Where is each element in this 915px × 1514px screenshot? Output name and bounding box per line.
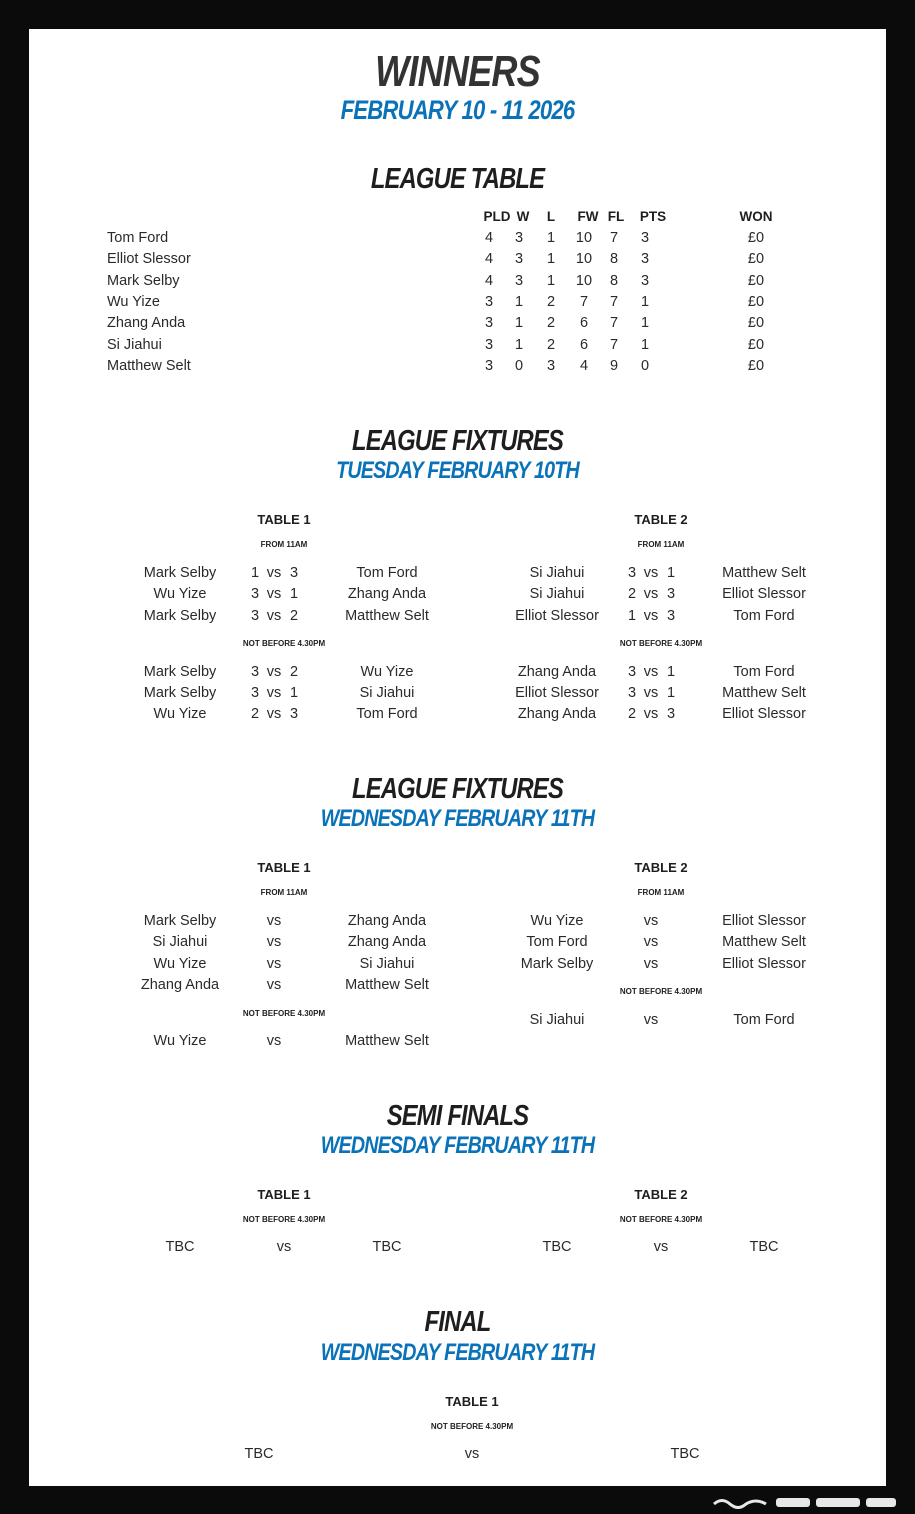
match-score2: 1 (289, 685, 299, 701)
league-row-pld: 3 (484, 336, 494, 353)
league-row-fl: 8 (609, 272, 619, 289)
match-score1: 1 (627, 608, 637, 624)
tue-table2-label: TABLE 2 (634, 512, 688, 527)
match-player2: Tom Ford (733, 1012, 795, 1028)
semis-title: SEMI FINALS (386, 1100, 529, 1132)
match-player2: Elliot Slessor (722, 913, 806, 929)
league-row-pld: 3 (484, 357, 494, 374)
league-row-pld: 4 (484, 251, 494, 268)
match-player1: Mark Selby (143, 608, 217, 624)
match-score2: 2 (289, 664, 299, 680)
league-row-l: 1 (546, 230, 556, 246)
match-vs: vs (266, 608, 282, 624)
match-player2: Zhang Anda (347, 934, 427, 950)
league-row-w: 3 (514, 251, 524, 268)
match-vs: vs (266, 706, 282, 722)
match-vs: vs (643, 664, 659, 680)
wed-table2-session1: FROM 11AM (637, 888, 685, 897)
match-player1: Zhang Anda (517, 706, 597, 722)
match-player1: Si Jiahui (529, 565, 585, 581)
league-row-won: £0 (747, 272, 765, 289)
col-header-fl: FL (607, 209, 625, 224)
wednesday-title: LEAGUE FIXTURES (352, 773, 563, 805)
league-row-pld: 3 (484, 315, 494, 332)
league-row-won: £0 (747, 230, 765, 246)
match-player1: Wu Yize (530, 913, 584, 929)
match-player2: Elliot Slessor (722, 956, 806, 972)
match-player1: Wu Yize (153, 706, 207, 722)
match-player1: Wu Yize (153, 586, 207, 602)
match-score1: 3 (250, 685, 260, 701)
league-row-fl: 7 (609, 315, 619, 332)
match-player1: Mark Selby (143, 565, 217, 581)
final-session: NOT BEFORE 4.30PM (430, 1422, 514, 1431)
match-vs: vs (266, 956, 282, 972)
match-score2: 3 (666, 608, 676, 624)
match-vs: vs (643, 706, 659, 722)
match-player1: Wu Yize (153, 1033, 207, 1049)
league-row-pts: 3 (640, 251, 650, 268)
match-score1: 3 (250, 586, 260, 602)
match-player1: Mark Selby (143, 685, 217, 701)
league-row-fl: 8 (609, 251, 619, 268)
semi1-vs: vs (276, 1239, 292, 1255)
match-player2: Si Jiahui (359, 956, 415, 972)
match-vs: vs (266, 586, 282, 602)
tue-table2-session1: FROM 11AM (637, 540, 685, 549)
col-header-l: L (546, 209, 556, 224)
match-vs: vs (266, 685, 282, 701)
match-player2: Elliot Slessor (722, 586, 806, 602)
match-player1: Mark Selby (520, 956, 594, 972)
match-player1: Wu Yize (153, 956, 207, 972)
semi2-player1: TBC (542, 1239, 572, 1255)
match-vs: vs (266, 934, 282, 950)
col-header-won: WON (739, 209, 773, 224)
match-score1: 3 (627, 565, 637, 581)
match-player2: Zhang Anda (347, 586, 427, 602)
match-vs: vs (643, 685, 659, 701)
match-vs: vs (643, 1012, 659, 1028)
match-score1: 2 (250, 706, 260, 722)
final-player1: TBC (244, 1446, 274, 1462)
semi2-vs: vs (653, 1239, 669, 1255)
page-title: WINNERS (375, 47, 540, 96)
league-row-name: Wu Yize (107, 293, 160, 310)
match-score2: 2 (289, 608, 299, 624)
league-row-pts: 1 (640, 336, 650, 353)
match-score1: 3 (250, 664, 260, 680)
match-vs: vs (643, 913, 659, 929)
league-row-w: 0 (514, 357, 524, 374)
match-score2: 3 (289, 706, 299, 722)
semi-table2-session: NOT BEFORE 4.30PM (619, 1215, 703, 1224)
match-vs: vs (643, 565, 659, 581)
league-row-pts: 0 (640, 357, 650, 374)
league-row-w: 3 (514, 230, 524, 246)
match-player2: Tom Ford (356, 565, 418, 581)
match-player2: Matthew Selt (345, 608, 429, 624)
league-row-fw: 10 (575, 272, 593, 289)
match-player2: Wu Yize (360, 664, 414, 680)
match-vs: vs (643, 934, 659, 950)
league-row-w: 1 (514, 315, 524, 332)
match-player2: Matthew Selt (722, 934, 806, 950)
match-player2: Zhang Anda (347, 913, 427, 929)
league-row-name: Mark Selby (107, 272, 180, 289)
match-player2: Tom Ford (733, 664, 795, 680)
match-player2: Elliot Slessor (722, 706, 806, 722)
match-player1: Zhang Anda (517, 664, 597, 680)
league-row-pld: 4 (484, 272, 494, 289)
match-player1: Si Jiahui (152, 934, 208, 950)
wed-table1-label: TABLE 1 (257, 860, 311, 875)
league-row-won: £0 (747, 315, 765, 332)
semi-table1-label: TABLE 1 (257, 1187, 311, 1202)
semi1-player2: TBC (372, 1239, 402, 1255)
match-score2: 1 (666, 685, 676, 701)
final-table-label: TABLE 1 (445, 1394, 499, 1409)
col-header-fw: FW (577, 209, 599, 224)
league-row-l: 3 (546, 357, 556, 374)
match-player2: Tom Ford (356, 706, 418, 722)
wednesday-date: WEDNESDAY FEBRUARY 11TH (320, 805, 595, 832)
tuesday-date: TUESDAY FEBRUARY 10TH (336, 457, 579, 484)
league-row-pld: 3 (484, 293, 494, 310)
col-header-pts: PTS (639, 209, 667, 224)
semis-date: WEDNESDAY FEBRUARY 11TH (320, 1132, 595, 1159)
col-header-pld: PLD (483, 209, 511, 224)
league-row-fw: 6 (579, 336, 589, 353)
league-row-fl: 9 (609, 357, 619, 374)
league-row-name: Elliot Slessor (107, 251, 191, 268)
match-player2: Matthew Selt (722, 685, 806, 701)
semi2-player2: TBC (749, 1239, 779, 1255)
league-row-w: 1 (514, 293, 524, 310)
wed-table1-session2: NOT BEFORE 4.30PM (242, 1009, 326, 1018)
league-row-fw: 6 (579, 315, 589, 332)
match-vs: vs (643, 586, 659, 602)
match-score2: 3 (289, 565, 299, 581)
match-player1: Mark Selby (143, 664, 217, 680)
wed-table1-session1: FROM 11AM (260, 888, 308, 897)
league-row-fw: 10 (575, 230, 593, 246)
league-row-fl: 7 (609, 336, 619, 353)
league-row-pts: 1 (640, 315, 650, 332)
league-row-won: £0 (747, 336, 765, 353)
final-title: FINAL (424, 1306, 491, 1338)
fixtures-sheet (29, 29, 886, 1486)
wed-table2-label: TABLE 2 (634, 860, 688, 875)
league-row-won: £0 (747, 357, 765, 374)
semi-table1-session: NOT BEFORE 4.30PM (242, 1215, 326, 1224)
league-row-fw: 7 (579, 293, 589, 310)
watermark-icon (712, 1495, 902, 1509)
semi-table2-label: TABLE 2 (634, 1187, 688, 1202)
final-player2: TBC (670, 1446, 700, 1462)
league-row-fl: 7 (609, 293, 619, 310)
league-row-pts: 3 (640, 230, 650, 246)
match-player1: Si Jiahui (529, 1012, 585, 1028)
league-row-l: 2 (546, 293, 556, 310)
league-row-l: 2 (546, 315, 556, 332)
match-player2: Matthew Selt (345, 1033, 429, 1049)
league-row-won: £0 (747, 251, 765, 268)
league-row-l: 1 (546, 272, 556, 289)
match-score1: 3 (250, 608, 260, 624)
semi1-player1: TBC (165, 1239, 195, 1255)
match-player1: Zhang Anda (140, 977, 220, 993)
match-score2: 3 (666, 586, 676, 602)
match-vs: vs (266, 664, 282, 680)
tue-table1-label: TABLE 1 (257, 512, 311, 527)
match-player2: Matthew Selt (722, 565, 806, 581)
match-vs: vs (266, 913, 282, 929)
league-row-fl: 7 (609, 230, 619, 246)
match-player1: Tom Ford (526, 934, 588, 950)
league-row-fw: 4 (579, 357, 589, 374)
match-player2: Tom Ford (733, 608, 795, 624)
league-row-l: 1 (546, 251, 556, 268)
league-row-w: 1 (514, 336, 524, 353)
tue-table2-session2: NOT BEFORE 4.30PM (619, 639, 703, 648)
match-vs: vs (266, 565, 282, 581)
league-row-fw: 10 (575, 251, 593, 268)
league-row-pld: 4 (484, 230, 494, 246)
match-player1: Mark Selby (143, 913, 217, 929)
match-vs: vs (266, 1033, 282, 1049)
event-dates: FEBRUARY 10 - 11 2026 (340, 95, 575, 125)
league-table-title: LEAGUE TABLE (370, 163, 545, 195)
match-player1: Si Jiahui (529, 586, 585, 602)
match-score2: 3 (666, 706, 676, 722)
league-row-name: Si Jiahui (107, 336, 162, 353)
tuesday-title: LEAGUE FIXTURES (352, 425, 563, 457)
league-row-name: Matthew Selt (107, 357, 191, 374)
match-score1: 1 (250, 565, 260, 581)
match-score1: 2 (627, 586, 637, 602)
match-player2: Matthew Selt (345, 977, 429, 993)
match-score1: 2 (627, 706, 637, 722)
league-row-w: 3 (514, 272, 524, 289)
league-row-name: Tom Ford (107, 230, 169, 246)
match-vs: vs (643, 956, 659, 972)
final-date: WEDNESDAY FEBRUARY 11TH (320, 1339, 595, 1366)
match-score2: 1 (666, 664, 676, 680)
match-score1: 3 (627, 685, 637, 701)
final-vs: vs (464, 1446, 480, 1462)
league-row-won: £0 (747, 293, 765, 310)
league-row-pts: 3 (640, 272, 650, 289)
col-header-w: W (516, 209, 530, 224)
match-vs: vs (266, 977, 282, 993)
league-row-l: 2 (546, 336, 556, 353)
league-row-name: Zhang Anda (107, 315, 186, 332)
match-vs: vs (643, 608, 659, 624)
match-player1: Elliot Slessor (515, 608, 599, 624)
match-score1: 3 (627, 664, 637, 680)
league-row-pts: 1 (640, 293, 650, 310)
tue-table1-session2: NOT BEFORE 4.30PM (242, 639, 326, 648)
tue-table1-session1: FROM 11AM (260, 540, 308, 549)
match-score2: 1 (289, 586, 299, 602)
wed-table2-session2: NOT BEFORE 4.30PM (619, 987, 703, 996)
match-player1: Elliot Slessor (515, 685, 599, 701)
match-player2: Si Jiahui (359, 685, 415, 701)
match-score2: 1 (666, 565, 676, 581)
